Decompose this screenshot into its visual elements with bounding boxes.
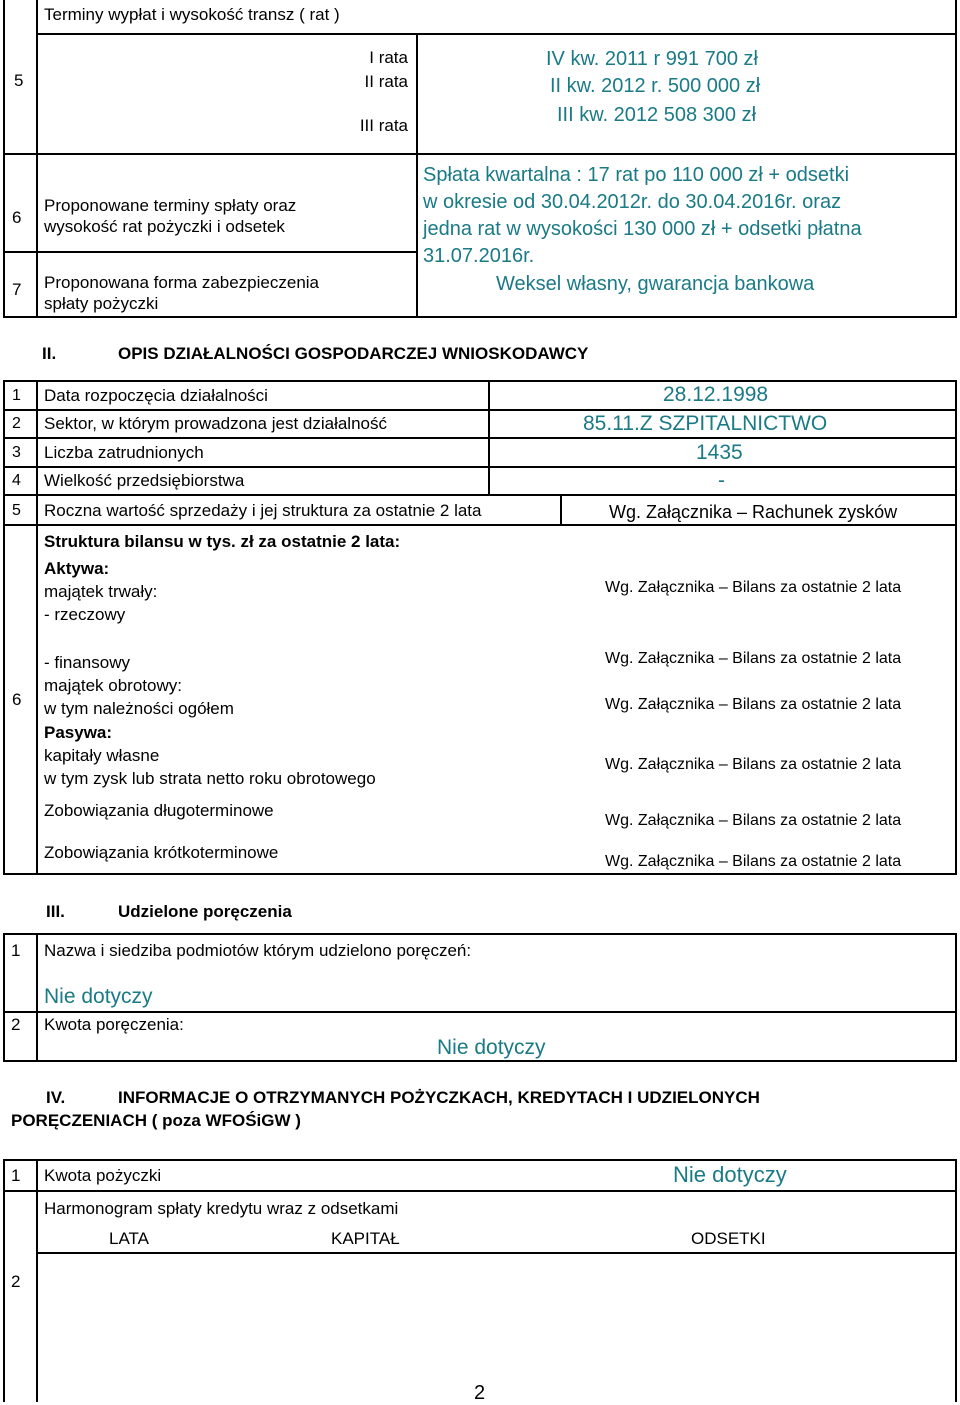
bilans-label: Zobowiązania długoterminowe (44, 801, 274, 820)
row-label: Proponowana forma zabezpieczenia (44, 273, 320, 292)
bilans-label: - finansowy (44, 653, 130, 672)
section-title: PORĘCZENIACH ( poza WFOŚiGW ) (11, 1111, 301, 1130)
row-label: Proponowane terminy spłaty oraz (44, 196, 297, 215)
repayment-text: w okresie od 30.04.2012r. do 30.04.2016r. oraz (423, 191, 842, 213)
rata-label: III rata (359, 116, 408, 135)
bilans-label: majątek obrotowy: (44, 676, 182, 695)
start-date-value: 28.12.1998 (663, 383, 769, 406)
rata-label: I rata (369, 48, 408, 67)
bilans-label: w tym należności ogółem (44, 699, 234, 718)
bilans-reference: Wg. Załącznika – Bilans za ostatnie 2 lata (605, 853, 902, 870)
bilans-heading: Struktura bilansu w tys. zł za ostatnie 2 lata: (44, 532, 401, 551)
employees-value: 1435 (696, 441, 743, 464)
bilans-reference: Wg. Załącznika – Bilans za ostatnie 2 lata (605, 812, 902, 829)
row-number: 5 (12, 502, 21, 519)
row-label: Kwota poręczenia: (44, 1015, 184, 1034)
row-number: 6 (12, 208, 22, 227)
row-label: Data rozpoczęcia działalności (44, 386, 268, 405)
row-number: 1 (12, 387, 21, 404)
column-header-odsetki: ODSETKI (691, 1229, 766, 1248)
row-number: 7 (12, 280, 22, 299)
row-number: 2 (11, 1272, 21, 1291)
row-label: wysokość rat pożyczki i odsetek (44, 217, 285, 236)
section-title: INFORMACJE O OTRZYMANYCH POŻYCZKACH, KREDYTACH I UDZIELONYCH (118, 1088, 760, 1107)
size-value: - (718, 469, 725, 492)
rata-value: III kw. 2012 508 300 zł (557, 104, 757, 126)
row-label: Nazwa i siedziba podmiotów którym udzielono poręczeń: (44, 941, 472, 960)
bilans-label: - rzeczowy (44, 605, 126, 624)
row-label: Roczna wartość sprzedaży i jej struktura za ostatnie 2 lata (44, 501, 482, 520)
column-header-kapital: KAPITAŁ (331, 1229, 400, 1248)
security-value: Weksel własny, gwarancja bankowa (496, 273, 815, 295)
repayment-text: 31.07.2016r. (423, 245, 535, 267)
section-title: Udzielone poręczenia (118, 902, 292, 921)
guarantee-amount-value: Nie dotyczy (437, 1036, 546, 1059)
repayment-text: jedna rat w wysokości 130 000 zł + odsetki płatna (423, 218, 862, 240)
row-label: Sektor, w którym prowadzona jest działalność (44, 414, 387, 433)
guarantee-entities-value: Nie dotyczy (44, 985, 153, 1008)
section-title: OPIS DZIAŁALNOŚCI GOSPODARCZEJ WNIOSKODAWCY (118, 344, 589, 363)
bilans-reference: Wg. Załącznika – Bilans za ostatnie 2 lata (605, 696, 902, 713)
row-label: Wielkość przedsiębiorstwa (44, 471, 245, 490)
row-number: 4 (12, 472, 21, 489)
section-number: III. (46, 902, 65, 921)
sector-value: 85.11.Z SZPITALNICTWO (583, 412, 828, 435)
row-number: 3 (12, 444, 21, 461)
rata-value: II kw. 2012 r. 500 000 zł (550, 75, 761, 97)
row-label: spłaty pożyczki (44, 294, 159, 313)
repayment-text: Spłata kwartalna : 17 rat po 110 000 zł + odsetki (423, 164, 850, 186)
sales-value: Wg. Załącznika – Rachunek zysków (609, 502, 898, 522)
section-number: II. (42, 344, 57, 363)
row-label: Liczba zatrudnionych (44, 443, 204, 462)
bilans-reference: Wg. Załącznika – Bilans za ostatnie 2 lata (605, 650, 902, 667)
row-number: 5 (14, 71, 24, 90)
bilans-label: w tym zysk lub strata netto roku obrotowego (44, 769, 376, 788)
row-label: Harmonogram spłaty kredytu wraz z odsetkami (44, 1199, 399, 1218)
row-number: 1 (11, 1166, 21, 1185)
bilans-label: Zobowiązania krótkoterminowe (44, 843, 279, 862)
row-label: Kwota pożyczki (44, 1166, 162, 1185)
bilans-reference: Wg. Załącznika – Bilans za ostatnie 2 lata (605, 756, 902, 773)
aktywa-label: Aktywa: (44, 559, 110, 578)
rata-label: II rata (364, 72, 408, 91)
row-label: Terminy wypłat i wysokość transz ( rat ) (44, 5, 340, 24)
loan-amount-value: Nie dotyczy (673, 1162, 787, 1187)
bilans-label: kapitały własne (44, 746, 160, 765)
row-number: 2 (11, 1015, 21, 1034)
section-number: IV. (46, 1088, 66, 1107)
bilans-label: majątek trwały: (44, 582, 158, 601)
page-number: 2 (474, 1382, 486, 1404)
row-number: 1 (11, 941, 21, 960)
row-number: 6 (12, 690, 22, 709)
column-header-lata: LATA (109, 1229, 149, 1248)
row-number: 2 (12, 415, 21, 432)
pasywa-label: Pasywa: (44, 723, 113, 742)
rata-value: IV kw. 2011 r 991 700 zł (546, 48, 758, 70)
bilans-reference: Wg. Załącznika – Bilans za ostatnie 2 lata (605, 579, 902, 596)
